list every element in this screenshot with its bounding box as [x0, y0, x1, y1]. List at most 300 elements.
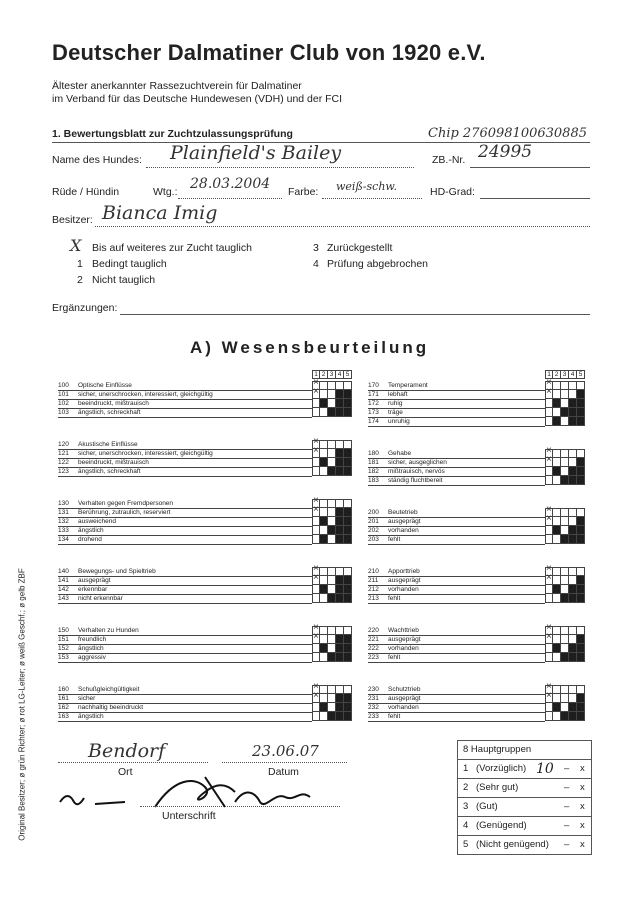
rating-cell[interactable]: [577, 517, 585, 526]
option-2-num: 2: [77, 274, 83, 286]
rating-cell[interactable]: [336, 594, 344, 603]
wtg-label: Wtg.:: [153, 186, 178, 198]
rating-cell[interactable]: [312, 703, 320, 712]
rating-cell[interactable]: [328, 517, 336, 526]
rating-cell[interactable]: [336, 408, 344, 417]
rating-cell[interactable]: [336, 390, 344, 399]
rating-cell[interactable]: [344, 526, 352, 535]
rating-cell[interactable]: [344, 653, 352, 662]
rating-cell[interactable]: [320, 526, 328, 535]
rating-cell[interactable]: [328, 535, 336, 544]
rating-cell[interactable]: [561, 585, 569, 594]
rating-cell[interactable]: [336, 399, 344, 408]
rating-cell[interactable]: [569, 517, 577, 526]
rating-cell[interactable]: [344, 458, 352, 467]
name-value[interactable]: Plainfield's Bailey: [170, 142, 342, 164]
rating-cell[interactable]: [344, 449, 352, 458]
criterion-code: 152: [58, 645, 69, 652]
rating-cell[interactable]: [569, 526, 577, 535]
rating-cell[interactable]: [553, 685, 561, 694]
rating-cell[interactable]: [577, 644, 585, 653]
rating-cell[interactable]: [569, 467, 577, 476]
criterion-code: 202: [368, 527, 379, 534]
criterion-text: Schutztrieb: [388, 686, 421, 693]
rating-cell[interactable]: [320, 399, 328, 408]
rating-cell[interactable]: [320, 567, 328, 576]
hauptgruppe-value[interactable]: 10: [536, 761, 554, 777]
rating-cell[interactable]: [312, 644, 320, 653]
rating-cell[interactable]: [569, 644, 577, 653]
hauptgruppe-x: x: [580, 763, 585, 774]
rating-cell[interactable]: [577, 694, 585, 703]
rating-cell[interactable]: [545, 594, 553, 603]
criterion-code: 183: [368, 477, 379, 484]
rating-cell[interactable]: [328, 703, 336, 712]
rating-cell[interactable]: [553, 476, 561, 485]
rating-cell[interactable]: [553, 408, 561, 417]
farbe-value[interactable]: weiß-schw.: [336, 180, 398, 193]
criterion-code: 210: [368, 568, 379, 575]
rating-cell[interactable]: [569, 458, 577, 467]
rating-cell[interactable]: [561, 653, 569, 662]
rating-cell[interactable]: [320, 703, 328, 712]
rating-cell[interactable]: [577, 408, 585, 417]
criterion-text: fehlt: [388, 536, 401, 543]
rating-cell[interactable]: [545, 653, 553, 662]
rating-cell[interactable]: [553, 517, 561, 526]
rating-cell[interactable]: [569, 712, 577, 721]
rating-cell[interactable]: [312, 653, 320, 662]
rating-cell[interactable]: [312, 594, 320, 603]
rating-cell[interactable]: [577, 653, 585, 662]
rating-cell[interactable]: [312, 535, 320, 544]
rating-cell[interactable]: [577, 635, 585, 644]
rating-cell[interactable]: [553, 567, 561, 576]
rating-cell[interactable]: [320, 408, 328, 417]
rating-cell[interactable]: [344, 626, 352, 635]
rating-cell[interactable]: [344, 517, 352, 526]
rating-cell[interactable]: [569, 585, 577, 594]
rating-cell[interactable]: [569, 626, 577, 635]
rating-cell[interactable]: [545, 467, 553, 476]
rating-cell[interactable]: [336, 653, 344, 662]
rating-cell[interactable]: [320, 685, 328, 694]
rating-cell[interactable]: [336, 526, 344, 535]
rating-cell[interactable]: [328, 694, 336, 703]
rating-cell[interactable]: [344, 644, 352, 653]
rating-cell[interactable]: [569, 576, 577, 585]
criterion-text: vorhanden: [388, 704, 419, 711]
rating-cell[interactable]: [328, 440, 336, 449]
check-mark-icon: ×: [313, 572, 319, 583]
rating-cell[interactable]: [569, 408, 577, 417]
check-mark-icon: ×: [546, 690, 552, 701]
rating-cell[interactable]: [344, 390, 352, 399]
rating-cell[interactable]: [336, 585, 344, 594]
hauptgruppe-row: [458, 760, 591, 779]
rating-cell[interactable]: [328, 685, 336, 694]
rating-cell[interactable]: [569, 694, 577, 703]
rating-cell[interactable]: [553, 712, 561, 721]
rating-cell[interactable]: [569, 508, 577, 517]
rating-cell[interactable]: [336, 712, 344, 721]
rating-cell[interactable]: [336, 576, 344, 585]
rating-cell[interactable]: [561, 517, 569, 526]
rating-cell[interactable]: [336, 685, 344, 694]
rating-cell[interactable]: [336, 458, 344, 467]
rating-cell[interactable]: [328, 635, 336, 644]
hauptgruppe-dash: –: [564, 839, 570, 850]
rating-cell[interactable]: [553, 399, 561, 408]
rating-cell[interactable]: [344, 685, 352, 694]
criterion-code: 171: [368, 391, 379, 398]
rating-cell[interactable]: [320, 626, 328, 635]
zb-line: [470, 167, 590, 168]
rating-cell[interactable]: [561, 381, 569, 390]
criterion-text: ausgeprägt: [388, 636, 421, 643]
rating-cell[interactable]: [320, 390, 328, 399]
rating-cell[interactable]: [553, 508, 561, 517]
check-mark-icon: ×: [313, 495, 319, 506]
rating-cell[interactable]: [320, 517, 328, 526]
rating-cell[interactable]: [569, 449, 577, 458]
rating-cell[interactable]: [553, 644, 561, 653]
rating-cell[interactable]: [569, 535, 577, 544]
criterion-code: 231: [368, 695, 379, 702]
ort-value[interactable]: Bendorf: [88, 740, 166, 762]
rating-cell[interactable]: [312, 458, 320, 467]
rating-cell[interactable]: [328, 594, 336, 603]
rating-cell[interactable]: [320, 712, 328, 721]
rating-cell[interactable]: [577, 476, 585, 485]
rating-cell[interactable]: [553, 635, 561, 644]
rating-cell[interactable]: [344, 594, 352, 603]
rating-cell[interactable]: [344, 399, 352, 408]
rating-cell[interactable]: [344, 499, 352, 508]
rating-cell[interactable]: [569, 476, 577, 485]
rating-cell[interactable]: [561, 576, 569, 585]
rating-cell[interactable]: [577, 567, 585, 576]
rating-cell[interactable]: [553, 585, 561, 594]
rating-cell[interactable]: [553, 694, 561, 703]
rating-cell[interactable]: [569, 703, 577, 712]
rating-cell[interactable]: [344, 567, 352, 576]
rating-cell[interactable]: [577, 467, 585, 476]
rating-cell[interactable]: [561, 390, 569, 399]
rating-cell[interactable]: [545, 399, 553, 408]
rating-cell[interactable]: [561, 449, 569, 458]
rating-cell[interactable]: [344, 712, 352, 721]
wtg-value[interactable]: 28.03.2004: [190, 176, 271, 192]
check-mark-icon: ×: [546, 504, 552, 515]
rating-cell[interactable]: [336, 499, 344, 508]
rating-cell[interactable]: [545, 703, 553, 712]
rating-cell[interactable]: [328, 458, 336, 467]
rating-cell[interactable]: [561, 703, 569, 712]
rating-cell[interactable]: [577, 685, 585, 694]
rating-cell[interactable]: [344, 576, 352, 585]
rating-cell[interactable]: [553, 449, 561, 458]
criterion-code: 180: [368, 450, 379, 457]
rating-cell[interactable]: [320, 458, 328, 467]
rating-cell[interactable]: [569, 390, 577, 399]
ergaenzungen-line: [120, 314, 590, 315]
rating-cell[interactable]: [336, 440, 344, 449]
rating-cell[interactable]: [320, 585, 328, 594]
rating-cell[interactable]: [577, 458, 585, 467]
rating-cell[interactable]: [344, 381, 352, 390]
rating-cell[interactable]: [328, 467, 336, 476]
rating-cell[interactable]: [545, 585, 553, 594]
rating-cell[interactable]: [561, 417, 569, 426]
option-3-num: 3: [313, 242, 319, 254]
rating-cell[interactable]: [320, 508, 328, 517]
rating-cell[interactable]: [320, 576, 328, 585]
criterion-text: Beutetrieb: [388, 509, 418, 516]
zb-label: ZB.-Nr.: [432, 154, 466, 166]
criterion-code: 133: [58, 527, 69, 534]
rating-cell[interactable]: [569, 594, 577, 603]
rating-cell[interactable]: [545, 644, 553, 653]
signature-line: [140, 806, 340, 807]
rating-cell[interactable]: [553, 626, 561, 635]
rating-cell[interactable]: [336, 381, 344, 390]
rating-cell[interactable]: [344, 440, 352, 449]
rating-cell[interactable]: [561, 535, 569, 544]
rating-cell[interactable]: [336, 703, 344, 712]
rating-cell[interactable]: [344, 467, 352, 476]
rating-cell[interactable]: [577, 535, 585, 544]
rating-cell[interactable]: [569, 417, 577, 426]
rating-cell[interactable]: [328, 576, 336, 585]
criterion-text: Verhalten gegen Fremdpersonen: [78, 500, 174, 507]
rating-cell[interactable]: [328, 399, 336, 408]
rating-cell[interactable]: [577, 526, 585, 535]
rating-cell[interactable]: [553, 594, 561, 603]
rating-cell[interactable]: [577, 585, 585, 594]
rating-cell[interactable]: [328, 626, 336, 635]
rating-cell[interactable]: [336, 508, 344, 517]
rating-cell[interactable]: [328, 408, 336, 417]
criterion-code: 143: [58, 595, 69, 602]
criterion-text: Temperament: [388, 382, 428, 389]
rating-cell[interactable]: [545, 408, 553, 417]
rating-cell[interactable]: [561, 526, 569, 535]
rating-cell[interactable]: [312, 517, 320, 526]
hauptgruppe-label: (Gut): [476, 801, 498, 812]
rating-cell[interactable]: [320, 644, 328, 653]
criterion-code: 181: [368, 459, 379, 466]
rating-cell[interactable]: [545, 712, 553, 721]
rating-cell[interactable]: [561, 644, 569, 653]
rating-cell[interactable]: [328, 499, 336, 508]
hauptgruppe-x: x: [580, 839, 585, 850]
section-title: A) Wesensbeurteilung: [190, 338, 430, 357]
rating-cell[interactable]: [344, 535, 352, 544]
criterion-text: aggressiv: [78, 654, 106, 661]
rating-cell[interactable]: [561, 626, 569, 635]
criterion-code: 201: [368, 518, 379, 525]
rating-cell[interactable]: [561, 408, 569, 417]
hauptgruppe-x: x: [580, 820, 585, 831]
criterion-text: Verhalten zu Hunden: [78, 627, 139, 634]
hd-label: HD-Grad:: [430, 186, 475, 198]
rating-cell[interactable]: [336, 517, 344, 526]
rating-cell[interactable]: [553, 703, 561, 712]
option-4-num: 4: [313, 258, 319, 270]
rating-cell[interactable]: [320, 449, 328, 458]
col-3: 3: [328, 370, 336, 379]
rating-cell[interactable]: [561, 467, 569, 476]
rating-cell[interactable]: [320, 594, 328, 603]
rating-cell[interactable]: [328, 653, 336, 662]
rating-cell[interactable]: [561, 635, 569, 644]
rating-cell[interactable]: [561, 685, 569, 694]
check-mark[interactable]: X: [70, 236, 82, 255]
rating-cell[interactable]: [569, 399, 577, 408]
criterion-code: 163: [58, 713, 69, 720]
criterion-code: 103: [58, 409, 69, 416]
criterion-code: 120: [58, 441, 69, 448]
rating-cell[interactable]: [328, 644, 336, 653]
rating-cell[interactable]: [561, 476, 569, 485]
rating-cell[interactable]: [336, 449, 344, 458]
rating-cell[interactable]: [328, 567, 336, 576]
rating-cell[interactable]: [553, 417, 561, 426]
rating-cell[interactable]: [328, 449, 336, 458]
besitzer-value[interactable]: Bianca Imig: [102, 202, 218, 224]
rating-cell[interactable]: [561, 594, 569, 603]
rating-cell[interactable]: [561, 567, 569, 576]
rating-cell[interactable]: [561, 712, 569, 721]
rating-cell[interactable]: [312, 408, 320, 417]
rating-cell[interactable]: [336, 635, 344, 644]
rating-cell[interactable]: [328, 526, 336, 535]
rating-cell[interactable]: [577, 399, 585, 408]
option-zucht-tauglich: Bis auf weiteres zur Zucht tauglich: [92, 242, 252, 254]
criterion-text: ängstlich: [78, 713, 104, 720]
hauptgruppe-number: 1: [463, 763, 469, 774]
criterion-text: Wachttrieb: [388, 627, 419, 634]
rating-cell[interactable]: [577, 576, 585, 585]
rating-cell[interactable]: [553, 576, 561, 585]
rating-cell[interactable]: [569, 635, 577, 644]
col-1: 1: [312, 370, 320, 379]
rating-cell[interactable]: [577, 594, 585, 603]
rating-cell[interactable]: [320, 653, 328, 662]
criterion-text: unruhig: [388, 418, 410, 425]
criterion-code: 230: [368, 686, 379, 693]
rating-cell[interactable]: [312, 399, 320, 408]
rating-cell[interactable]: [545, 417, 553, 426]
rating-cell[interactable]: [320, 467, 328, 476]
rating-cell[interactable]: [577, 381, 585, 390]
rating-cell[interactable]: [344, 585, 352, 594]
criterion-text: ausgeprägt: [388, 518, 421, 525]
rating-cell[interactable]: [577, 712, 585, 721]
rating-cell[interactable]: [577, 703, 585, 712]
rating-cell[interactable]: [336, 567, 344, 576]
rating-cell[interactable]: [312, 585, 320, 594]
rating-cell[interactable]: [561, 694, 569, 703]
rating-cell[interactable]: [328, 381, 336, 390]
rating-cell[interactable]: [577, 626, 585, 635]
rating-cell[interactable]: [320, 499, 328, 508]
rating-cell[interactable]: [561, 399, 569, 408]
criterion-code: 233: [368, 713, 379, 720]
rating-cell[interactable]: [577, 508, 585, 517]
rating-cell[interactable]: [336, 535, 344, 544]
hauptgruppe-number: 5: [463, 839, 469, 850]
criterion-text: träge: [388, 409, 403, 416]
datum-value[interactable]: 23.06.07: [252, 742, 319, 760]
rating-cell[interactable]: [312, 467, 320, 476]
criterion-text: ausweichend: [78, 518, 116, 525]
rating-cell[interactable]: [569, 381, 577, 390]
ort-label: Ort: [118, 766, 133, 778]
rating-cell[interactable]: [553, 381, 561, 390]
rating-cell[interactable]: [553, 390, 561, 399]
rating-cell[interactable]: [561, 508, 569, 517]
rating-cell[interactable]: [553, 526, 561, 535]
rating-cell[interactable]: [545, 535, 553, 544]
rating-cell[interactable]: [336, 626, 344, 635]
rating-cell[interactable]: [569, 567, 577, 576]
rating-cell[interactable]: [312, 712, 320, 721]
rating-cell[interactable]: [344, 703, 352, 712]
rating-cell[interactable]: [320, 694, 328, 703]
rating-cell[interactable]: [336, 644, 344, 653]
rating-cell[interactable]: [320, 535, 328, 544]
criterion-code: 151: [58, 636, 69, 643]
rating-cell[interactable]: [569, 653, 577, 662]
rating-cell[interactable]: [577, 417, 585, 426]
criterion-text: sicher, unerschrocken, interessiert, gleichgültig: [78, 450, 213, 457]
hauptgruppen-table: [457, 740, 592, 855]
rating-cell[interactable]: [545, 526, 553, 535]
rating-cell[interactable]: [577, 449, 585, 458]
rating-cell[interactable]: [561, 458, 569, 467]
rating-cell[interactable]: [553, 535, 561, 544]
rating-cell[interactable]: [553, 467, 561, 476]
rating-cell[interactable]: [320, 440, 328, 449]
rating-cell[interactable]: [553, 653, 561, 662]
rating-cell[interactable]: [336, 467, 344, 476]
name-line: [146, 167, 414, 168]
criterion-row: [58, 594, 312, 604]
rating-cell[interactable]: [328, 508, 336, 517]
rating-cell[interactable]: [569, 685, 577, 694]
rating-cell[interactable]: [545, 476, 553, 485]
rating-cell[interactable]: [320, 635, 328, 644]
zb-value[interactable]: 24995: [478, 142, 533, 162]
rating-cell[interactable]: [577, 390, 585, 399]
rating-cell[interactable]: [553, 458, 561, 467]
rating-cell[interactable]: [344, 508, 352, 517]
criterion-code: 122: [58, 459, 69, 466]
rating-cell[interactable]: [344, 635, 352, 644]
rating-cell[interactable]: [336, 694, 344, 703]
rating-cell[interactable]: [312, 526, 320, 535]
rating-cell[interactable]: [344, 408, 352, 417]
criterion-row: [368, 476, 545, 486]
rating-cell[interactable]: [328, 390, 336, 399]
rating-cell[interactable]: [328, 712, 336, 721]
rating-cell[interactable]: [344, 694, 352, 703]
criterion-code: 173: [368, 409, 379, 416]
rating-cell[interactable]: [320, 381, 328, 390]
rating-cell[interactable]: [328, 585, 336, 594]
